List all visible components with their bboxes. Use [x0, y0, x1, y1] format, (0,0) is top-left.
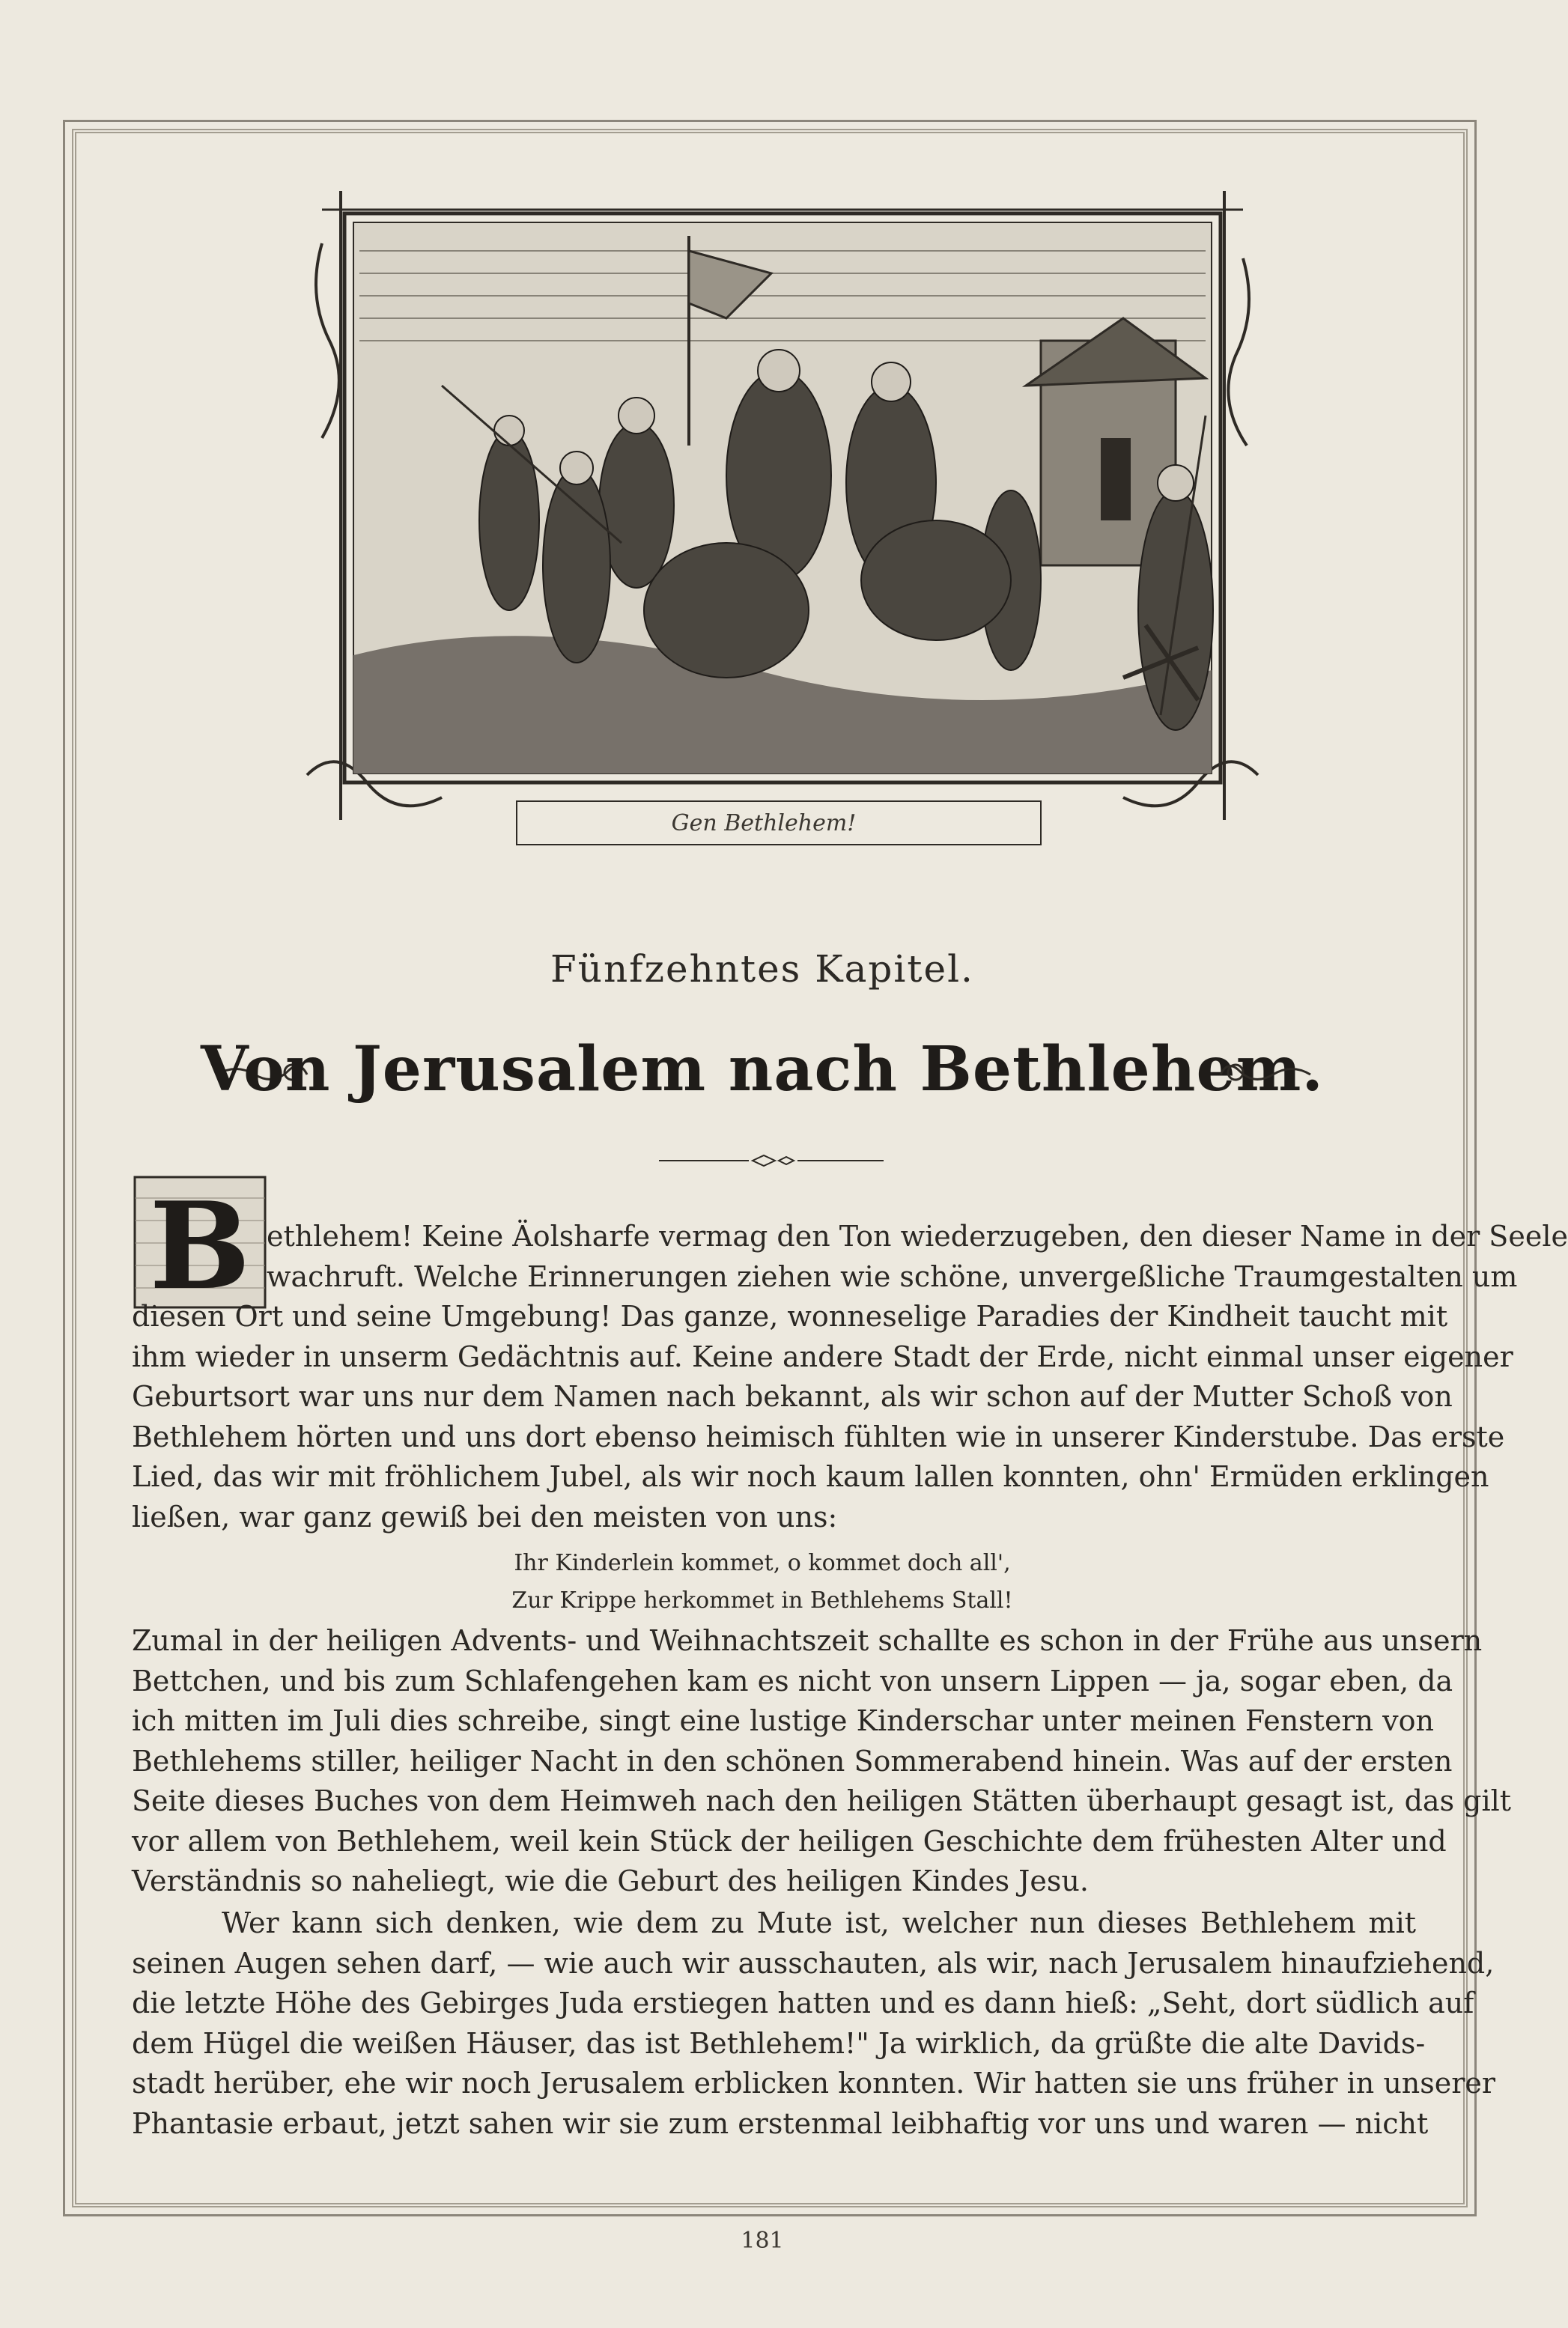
illustration-caption: Gen Bethlehem!: [671, 810, 857, 836]
text-line: diesen Ort und seine Umgebung! Das ganze, wonneselige Paradies der Kindheit taucht mit: [132, 1300, 1448, 1333]
text-line: ich mitten im Juli dies schreibe, singt eine lustige Kinderschar unter meinen Fenstern von: [132, 1704, 1434, 1737]
text-line: Geburtsort war uns nur dem Namen nach bekannt, als wir schon auf der Mutter Schoß von: [132, 1380, 1453, 1413]
text-line: Zumal in der heiligen Advents- und Weihnachtszeit schallte es schon in der Frühe aus unsern: [132, 1624, 1483, 1657]
text-line: Phantasie erbaut, jetzt sahen wir sie zum erstenmal leibhaftig vor uns und waren — nicht: [132, 2106, 1429, 2140]
text-line: ethlehem! Keine Äolsharfe vermag den Ton wiederzugeben, den dieser Name in der Seele: [267, 1220, 1568, 1253]
chapter-number: Fünfzehntes Kapitel.: [550, 947, 974, 991]
page-number: 181: [741, 2228, 784, 2254]
text-line: Wer kann sich denken, wie dem zu Mute ist, welcher nun dieses Bethlehem mit: [222, 1906, 1416, 1939]
verse-line-2: Zur Krippe herkommet in Bethlehems Stall!: [511, 1587, 1013, 1614]
text-line: seinen Augen sehen darf, — wie auch wir ausschauten, als wir, nach Jerusalem hinaufziehend,: [132, 1946, 1495, 1980]
engraving-frame: [307, 191, 1258, 850]
text-line: Verständnis so naheliegt, wie die Geburt des heiligen Kindes Jesu.: [132, 1864, 1089, 1897]
text-line: Lied, das wir mit fröhlichem Jubel, als wir noch kaum lallen konnten, ohn' Ermüden erklingen: [132, 1460, 1489, 1493]
flourish-right-icon: [1217, 1041, 1314, 1101]
text-line: ließen, war ganz gewiß bei den meisten von uns:: [132, 1500, 838, 1534]
text-line: stadt herüber, ehe wir noch Jerusalem erblicken konnten. Wir hatten sie uns früher in unserer: [132, 2067, 1496, 2100]
text-line: die letzte Höhe des Gebirges Juda erstiegen hatten und es dann hieß: „Seht, dort südlich auf: [132, 1987, 1474, 2019]
section-divider-icon: [659, 1153, 884, 1168]
text-line: Seite dieses Buches von dem Heimweh nach den heiligen Stätten überhaupt gesagt ist, das gilt: [132, 1784, 1512, 1817]
paragraph-2: [132, 1621, 1512, 1902]
verse-line-1: Ihr Kinderlein kommet, o kommet doch all',: [514, 1550, 1011, 1576]
text-line: vor allem von Bethlehem, weil kein Stück der heiligen Geschichte dem frühesten Alter und: [132, 1824, 1447, 1858]
paragraph-1: [132, 1217, 1568, 1537]
initial-letter: B: [149, 1176, 251, 1316]
text-line: ihm wieder in unserm Gedächtnis auf. Keine andere Stadt der Erde, nicht einmal unser eigener: [132, 1340, 1513, 1373]
text-line: dem Hügel die weißen Häuser, das ist Bethlehem!" Ja wirklich, da grüßte die alte Davids-: [132, 2026, 1426, 2060]
text-line: wachruft. Welche Erinnerungen ziehen wie schöne, unvergeßliche Traumgestalten um: [267, 1259, 1518, 1293]
text-line: Bethlehem hörten und uns dort ebenso heimisch fühlten wie in unserer Kinderstube. Das erste: [132, 1420, 1505, 1453]
chapter-title: Von Jerusalem nach Bethlehem.: [201, 1033, 1324, 1105]
illustration: [307, 191, 1258, 850]
paragraph-3: [132, 1903, 1496, 2144]
text-line: Bettchen, und bis zum Schlafengehen kam es nicht von unsern Lippen — ja, sogar eben, da: [132, 1664, 1453, 1698]
text-line: Bethlehems stiller, heiliger Nacht in den schönen Sommerabend hinein. Was auf der ersten: [132, 1744, 1453, 1778]
